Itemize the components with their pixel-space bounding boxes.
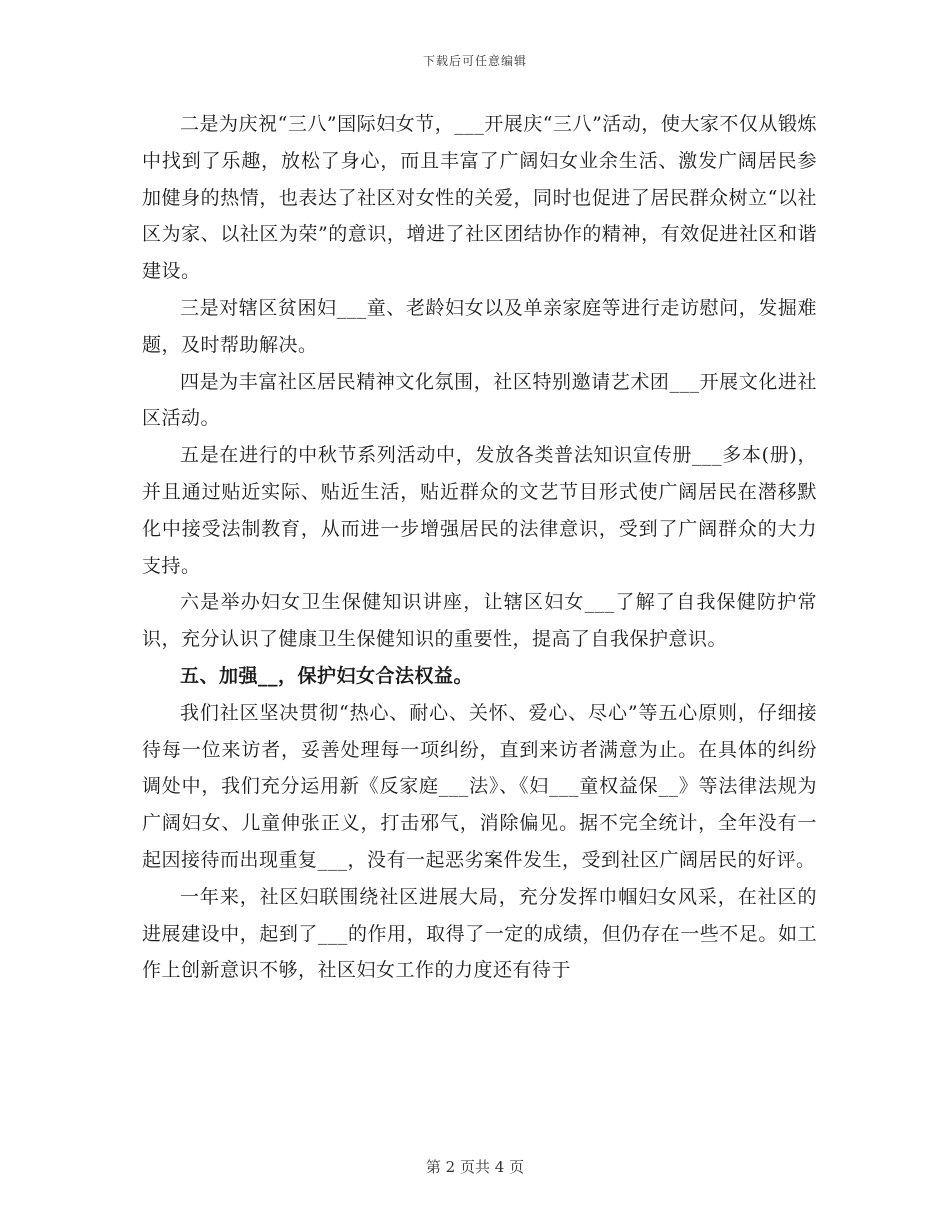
page-footer: 第 2 页共 4 页 bbox=[425, 1158, 525, 1176]
page-header: 下载后可任意编辑 bbox=[422, 54, 527, 68]
paragraph-4: 四是为丰富社区居民精神文化氛围，社区特别邀请艺术团___开展文化进社区活动。 bbox=[142, 370, 817, 430]
paragraph-5: 五是在进行的中秋节系列活动中，发放各类普法知识宣传册___多本(册)，并且通过贴近实际、贴近生活，贴近群众的文艺节目形式使广阔居民在潜移默化中接受法制教育，从而进一步增强居民的法律意识，受到了广阔群众的大力支持。 bbox=[142, 444, 817, 577]
paragraph-3: 三是对辖区贫困妇___童、老龄妇女以及单亲家庭等进行走访慰问，发掘难题，及时帮助解决。 bbox=[142, 296, 817, 356]
section-paragraph-1: 我们社区坚决贯彻“热心、耐心、关怀、爱心、尽心”等五心原则，仔细接待每一位来访者，妥善处理每一项纠纷，直到来访者满意为止。在具体的纠纷调处中，我们充分运用新《反家庭___法》、《妇___童权益保__》等法律法规为广阔妇女、儿童伸张正义，打击邪气，消除偏见。据不完全统计，全年没有一起因接待而出现重复___，没有一起恶劣案件发生，受到社区广阔居民的好评。 bbox=[142, 701, 817, 871]
document-body bbox=[142, 106, 817, 989]
section-heading: 五、加强__，保护妇女合法权益。 bbox=[180, 664, 474, 687]
paragraph-6: 六是举办妇女卫生保健知识讲座，让辖区妇女___了解了自我保健防护常识，充分认识了健康卫生保健知识的重要性，提高了自我保护意识。 bbox=[142, 591, 817, 651]
section-paragraph-2: 一年来，社区妇联围绕社区进展大局，充分发挥巾帼妇女风采，在社区的进展建设中，起到了___的作用，取得了一定的成绩，但仍存在一些不足。如工作上创新意识不够，社区妇女工作的力度还有待于 bbox=[142, 885, 817, 982]
paragraph-2: 二是为庆祝“三八”国际妇女节，___开展庆“三八”活动，使大家不仅从锻炼中找到了乐趣，放松了身心，而且丰富了广阔妇女业余生活、激发广阔居民参加健身的热情，也表达了社区对女性的关爱，同时也促进了居民群众树立“以社区为家、以社区为荣”的意识，增进了社区团结协作的精神，有效促进社区和谐建设。 bbox=[142, 113, 817, 283]
